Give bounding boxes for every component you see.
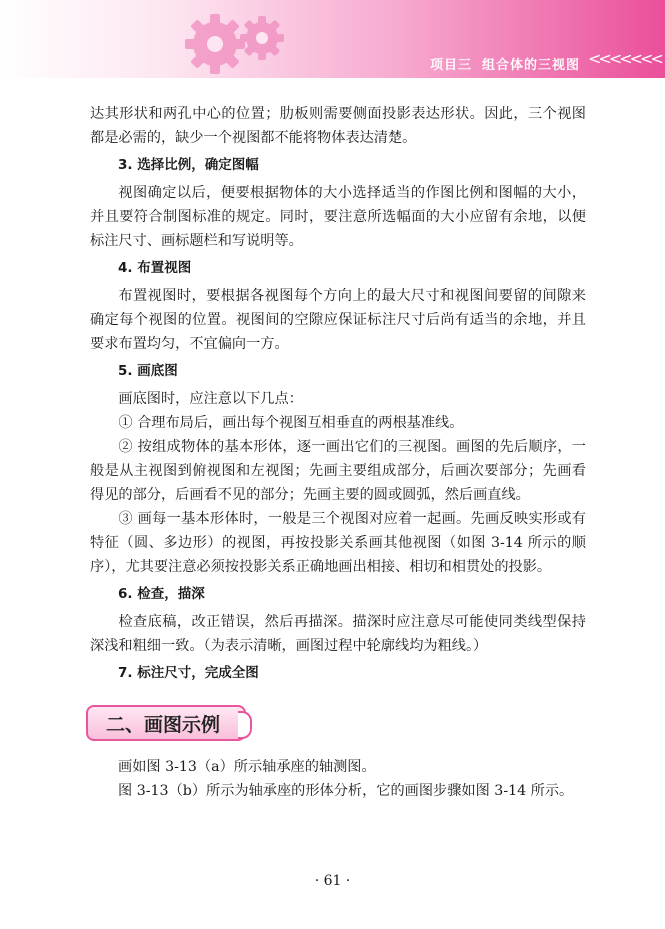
section-banner xyxy=(86,705,246,741)
section-line-2: 图 3-13（b）所示为轴承座的形体分析，它的画图步骤如图 3-14 所示。 xyxy=(118,783,574,799)
intro-paragraph: 达其形状和两孔中心的位置；肋板则需要侧面投影表达形状。因此，三个视图都是必需的，缺少一个视图都不能将物体表达清楚。 xyxy=(90,106,586,146)
step-3-paragraph: 视图确定以后，便要根据物体的大小选择适当的作图比例和图幅的大小，并且要符合制图标准的规定。同时，要注意所选幅面的大小应留有余地，以便标注尺寸、画标题栏和写说明等。 xyxy=(90,185,586,249)
step-6-heading: 6. 检查，描深 xyxy=(118,586,205,602)
page-content xyxy=(90,102,586,803)
step-4-heading: 4. 布置视图 xyxy=(118,260,192,276)
step-5-point-1: ① 合理布局后，画出每个视图互相垂直的两根基准线。 xyxy=(118,415,464,431)
header-arrows-icon: <<<<<<< xyxy=(588,49,661,68)
page-number: · 61 · xyxy=(314,873,351,889)
step-4-paragraph: 布置视图时，要根据各视图每个方向上的最大尺寸和视图间要留的间隙来确定每个视图的位置。视图间的空隙应保证标注尺寸后尚有适当的余地，并且要求布置均匀，不宜偏向一方。 xyxy=(90,288,586,352)
step-5-paragraph-intro: 画底图时，应注意以下几点： xyxy=(118,391,303,407)
step-7-heading: 7. 标注尺寸，完成全图 xyxy=(118,665,259,681)
gears-icon xyxy=(170,6,300,76)
header-chapter-title: 组合体的三视图 xyxy=(482,58,581,73)
step-3-heading: 3. 选择比例，确定图幅 xyxy=(118,157,259,173)
section-title: 二、画图示例 xyxy=(106,714,221,736)
section-line-1: 画如图 3-13（a）所示轴承座的轴测图。 xyxy=(118,759,376,775)
step-6-paragraph: 检查底稿，改正错误，然后再描深。描深时应注意尽可能使同类线型保持深浅和粗细一致。（为表示清晰，画图过程中轮廓线均为粗线。） xyxy=(90,614,586,654)
step-5-heading: 5. 画底图 xyxy=(118,363,178,379)
step-5-point-3: ③ 画每一基本形体时，一般是三个视图对应着一起画。先画反映实形或有特征（圆、多边形）的视图，再按投影关系画其他视图（如图 3-14 所示的顺序），尤其要注意必须按投影关系正确地画出相接、相切和相贯处的投影。 xyxy=(90,511,586,575)
step-5-point-2: ② 按组成物体的基本形体，逐一画出它们的三视图。画图的先后顺序，一般是从主视图到俯视图和左视图；先画主要组成部分，后画次要部分；先画看得见的部分，后画看不见的部分；先画主要的圆或圆弧，然后画直线。 xyxy=(90,439,586,503)
page-header xyxy=(0,0,665,78)
header-title xyxy=(430,54,580,73)
header-project: 项目三 xyxy=(430,58,473,73)
